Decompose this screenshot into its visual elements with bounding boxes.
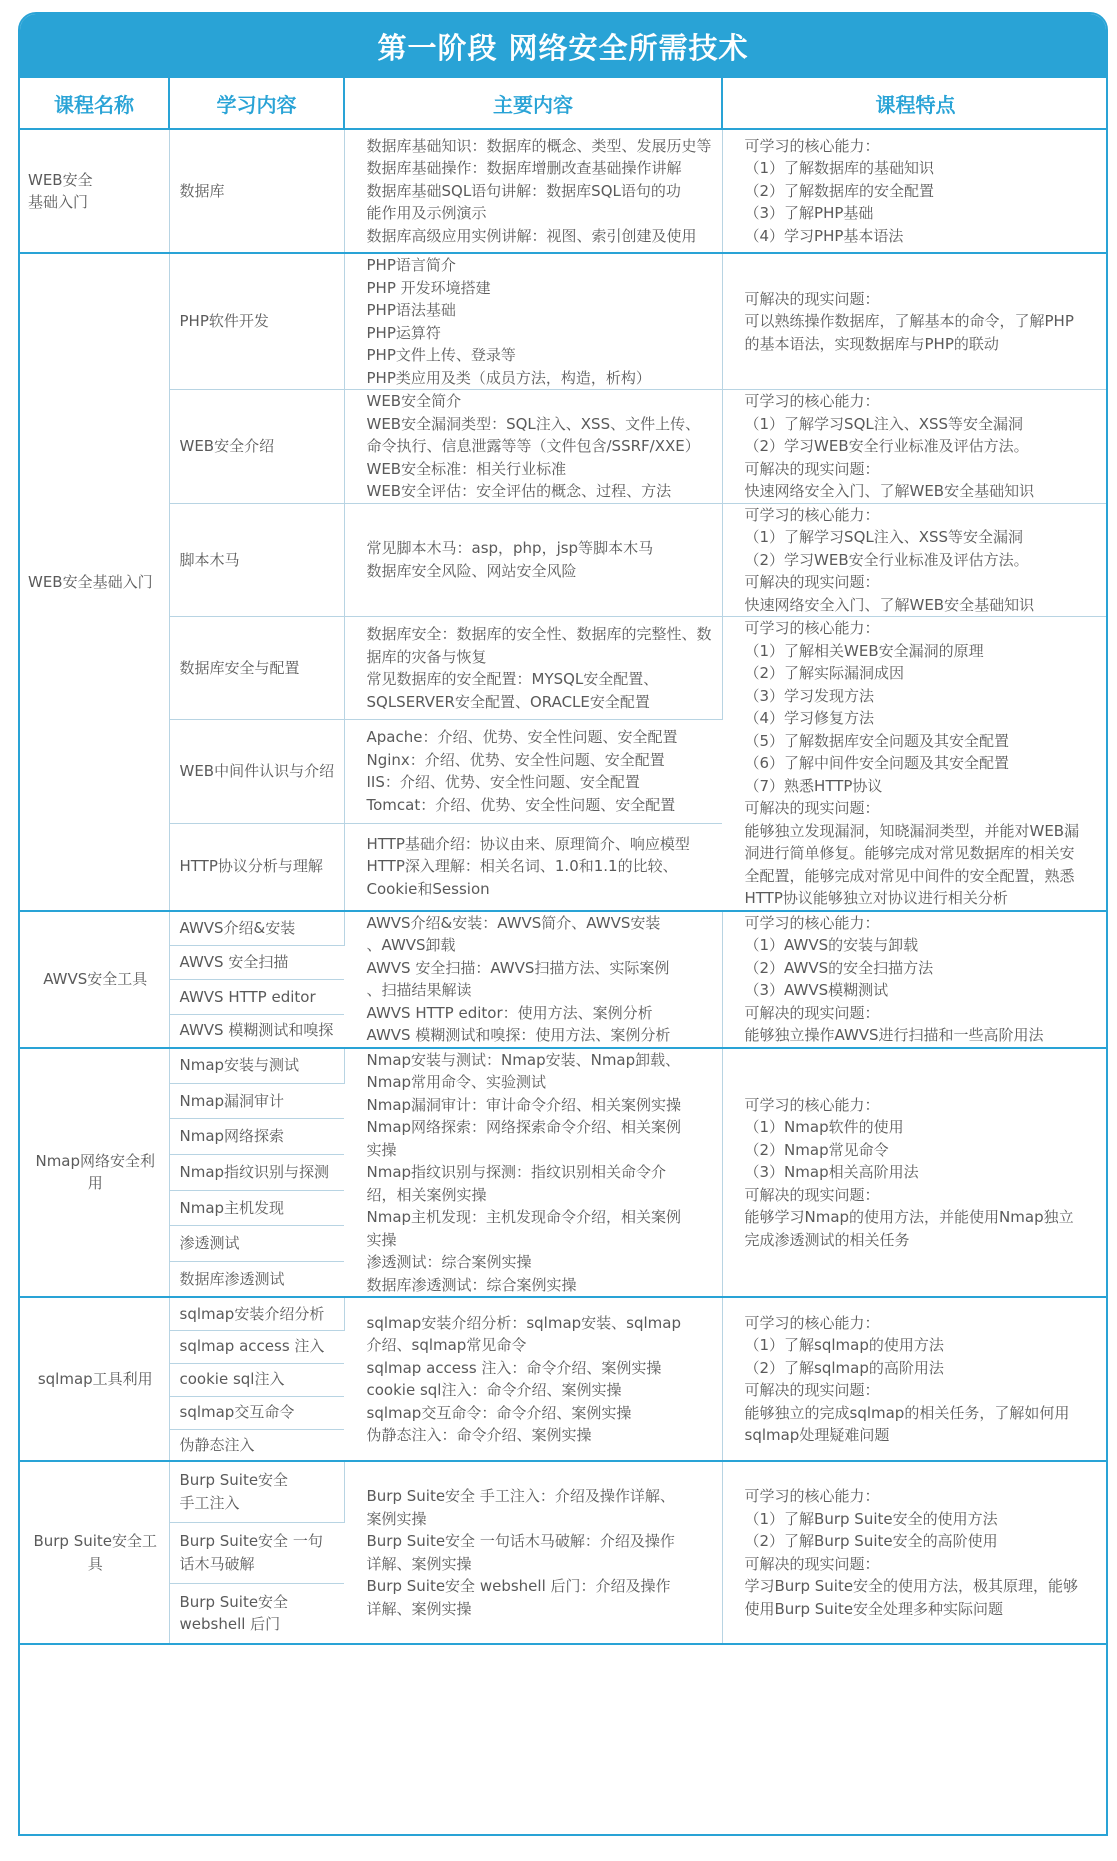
learning-content-cell: Nmap网络探索 <box>169 1119 344 1155</box>
main-content-line: WEB安全标准：相关行业标准 <box>366 459 567 478</box>
learning-content-cell: Nmap安装与测试 <box>169 1048 344 1084</box>
main-content-line: PHP语法基础 <box>366 301 456 319</box>
course-features-line: （1）了解学习SQL注入、XSS等安全漏洞 <box>744 414 1024 433</box>
main-content-line: Nmap指纹识别与探测：指纹识别相关命令介 <box>366 1163 667 1181</box>
table-row <box>20 390 1108 504</box>
course-features-line: sqlmap处理疑难问题 <box>744 1426 890 1444</box>
learning-content-cell: 数据库 <box>169 129 344 253</box>
course-features-line: 可学习的核心能力： <box>744 1095 880 1114</box>
main-content-line: 常见脚本木马：asp，php，jsp等脚本木马 <box>366 539 654 558</box>
learning-content-cell: WEB安全介绍 <box>169 390 344 504</box>
main-content-line: 常见数据库的安全配置：MYSQL安全配置、 <box>366 670 659 689</box>
main-content-line: 伪静态注入：命令介绍、案例实操 <box>366 1426 592 1444</box>
main-content-line: Burp Suite安全 webshell 后门：介绍及操作 <box>366 1577 671 1595</box>
learning-content-cell: AWVS HTTP editor <box>169 980 344 1015</box>
course-name-cell: Nmap网络安全利用 <box>20 1048 169 1298</box>
main-content-line: 详解、案例实操 <box>366 1599 472 1618</box>
course-name-cell: Burp Suite安全工具 <box>20 1461 169 1644</box>
learning-content-cell: Nmap主机发现 <box>169 1190 344 1226</box>
main-content-line: Burp Suite安全 一句话木马破解：介绍及操作 <box>366 1532 675 1550</box>
main-content-line: 数据库基础SQL语句讲解：数据库SQL语句的功 <box>366 181 681 200</box>
learning-content-cell: 渗透测试 <box>169 1226 344 1262</box>
learning-content-cell: sqlmap access 注入 <box>169 1330 344 1363</box>
main-content-cell <box>344 1461 722 1644</box>
course-features-cell <box>722 253 1108 390</box>
main-content-line: 数据库高级应用实例讲解：视图、索引创建及使用 <box>366 226 697 245</box>
curriculum-table <box>20 78 1108 1645</box>
main-content-line: 渗透测试：综合案例实操 <box>366 1253 532 1271</box>
course-features-cell <box>722 617 1108 911</box>
main-content-cell <box>344 1048 722 1298</box>
course-features-line: 可以熟练操作数据库，了解基本的命令，了解PHP <box>744 312 1074 331</box>
main-content-line: 数据库安全风险、网站安全风险 <box>366 561 577 580</box>
table-row <box>20 129 1108 253</box>
course-features-cell <box>722 390 1108 504</box>
course-features-line: （2）了解Burp Suite安全的高阶使用 <box>744 1532 998 1550</box>
course-features-line: 可解决的现实问题： <box>744 1381 880 1399</box>
course-features-line: 洞进行简单修复。能够完成对常见数据库的相关安 <box>744 844 1075 862</box>
course-features-line: 快速网络安全入门、了解WEB安全基础知识 <box>744 595 1035 614</box>
course-features-line: （6）了解中间件安全问题及其安全配置 <box>744 754 1010 772</box>
main-content-cell <box>344 1297 722 1461</box>
learning-content-cell: 数据库渗透测试 <box>169 1261 344 1297</box>
learning-content-cell: Burp Suite安全 webshell 后门 <box>169 1583 344 1644</box>
main-content-cell <box>344 253 722 390</box>
course-features-cell <box>722 1461 1108 1644</box>
main-content-line: 、扫描结果解读 <box>366 981 472 999</box>
course-features-line: （4）学习PHP基本语法 <box>744 226 904 245</box>
main-content-line: AWVS介绍&安装：AWVS简介、AWVS安装 <box>366 913 661 932</box>
course-features-line: 可解决的现实问题： <box>744 459 880 478</box>
learning-content-cell: 脚本木马 <box>169 503 344 617</box>
course-features-line: 使用Burp Suite安全处理多种实际问题 <box>744 1599 1004 1618</box>
main-content-line: Nmap网络探索：网络探索命令介绍、相关案例 <box>366 1118 682 1136</box>
table-row <box>20 1048 1108 1084</box>
learning-content-cell: sqlmap安装介绍分析 <box>169 1297 344 1330</box>
course-features-cell <box>722 1048 1108 1298</box>
main-content-line: 实操 <box>366 1230 397 1249</box>
main-content-line: 命令执行、信息泄露等等（文件包含/SSRF/XXE） <box>366 437 700 455</box>
main-content-cell <box>344 390 722 504</box>
course-features-line: 快速网络安全入门、了解WEB安全基础知识 <box>744 482 1035 500</box>
course-features-line: （5）了解数据库安全问题及其安全配置 <box>744 731 1010 750</box>
main-content-line: Nmap安装与测试：Nmap安装、Nmap卸载、 <box>366 1050 681 1069</box>
table-row <box>20 503 1108 617</box>
main-content-line: 案例实操 <box>366 1509 427 1528</box>
main-content-line: IIS：介绍、优势、安全性问题、安全配置 <box>366 773 640 792</box>
course-features-line: （2）了解实际漏洞成因 <box>744 664 905 682</box>
main-content-line: 实操 <box>366 1140 397 1159</box>
main-content-cell <box>344 129 722 253</box>
main-content-cell <box>344 503 722 617</box>
main-content-line: 绍，相关案例实操 <box>366 1185 487 1204</box>
main-content-line: 数据库基础知识：数据库的概念、类型、发展历史等 <box>366 136 712 155</box>
main-content-line: Apache：介绍、优势、安全性问题、安全配置 <box>366 728 678 747</box>
course-name-cell: WEB安全 基础入门 <box>20 129 169 253</box>
course-features-line: 能够学习Nmap的使用方法，并能使用Nmap独立 <box>744 1208 1074 1226</box>
learning-content-cell: AWVS 安全扫描 <box>169 945 344 980</box>
main-content-cell <box>344 823 722 910</box>
main-content-line: Burp Suite安全 手工注入：介绍及操作详解、 <box>366 1487 675 1505</box>
course-features-line: 可解决的现实问题： <box>744 573 880 591</box>
main-content-line: 数据库基础操作：数据库增删改查基础操作讲解 <box>366 159 682 178</box>
main-content-line: 据库的灾备与恢复 <box>366 647 487 666</box>
course-features-cell <box>722 1297 1108 1461</box>
course-features-line: （1）Nmap软件的使用 <box>744 1118 904 1136</box>
course-features-line: （2）学习WEB安全行业标准及评估方法。 <box>744 550 1029 569</box>
learning-content-cell: 数据库安全与配置 <box>169 617 344 720</box>
course-features-line: 可学习的核心能力： <box>744 913 880 932</box>
main-content-line: cookie sql注入：命令介绍、案例实操 <box>366 1381 622 1399</box>
course-features-cell <box>722 503 1108 617</box>
main-content-line: sqlmap交互命令：命令介绍、案例实操 <box>366 1403 632 1422</box>
main-content-line: AWVS HTTP editor：使用方法、案例分析 <box>366 1003 653 1022</box>
course-features-line: HTTP协议能够独立对协议进行相关分析 <box>744 889 1008 907</box>
main-content-line: AWVS 安全扫描：AWVS扫描方法、实际案例 <box>366 958 670 977</box>
learning-content-cell: Nmap漏洞审计 <box>169 1083 344 1119</box>
course-features-line: 学习Burp Suite安全的使用方法，极其原理，能够 <box>744 1577 1079 1595</box>
table-header-row <box>20 78 1108 129</box>
main-content-line: 、AWVS卸载 <box>366 936 456 954</box>
course-features-line: 可学习的核心能力： <box>744 1313 880 1332</box>
learning-content-cell: Burp Suite安全 一句 话木马破解 <box>169 1522 344 1583</box>
course-features-line: 可解决的现实问题： <box>744 1554 880 1573</box>
main-content-line: PHP 开发环境搭建 <box>366 278 491 297</box>
learning-content-cell: PHP软件开发 <box>169 253 344 390</box>
course-features-line: 全配置，能够完成对常见中间件的安全配置，熟悉 <box>744 866 1075 885</box>
header-learning-content: 学习内容 <box>169 78 344 129</box>
course-features-line: 的基本语法，实现数据库与PHP的联动 <box>744 334 999 353</box>
course-name-cell: sqlmap工具利用 <box>20 1297 169 1461</box>
course-features-line: 能够独立发现漏洞，知晓漏洞类型，并能对WEB漏 <box>744 821 1080 840</box>
header-course-name: 课程名称 <box>20 78 169 129</box>
learning-content-cell: HTTP协议分析与理解 <box>169 823 344 910</box>
course-features-line: （3）了解PHP基础 <box>744 204 874 223</box>
course-features-line: 完成渗透测试的相关任务 <box>744 1230 910 1249</box>
learning-content-cell: sqlmap交互命令 <box>169 1396 344 1429</box>
main-content-line: PHP运算符 <box>366 323 441 342</box>
table-row <box>20 253 1108 390</box>
course-features-line: （1）了解相关WEB安全漏洞的原理 <box>744 641 984 660</box>
main-content-cell <box>344 911 722 1048</box>
main-content-line: WEB安全简介 <box>366 392 462 410</box>
main-content-line: 详解、案例实操 <box>366 1554 472 1573</box>
course-features-line: 可解决的现实问题： <box>744 1185 880 1204</box>
main-content-line: PHP文件上传、登录等 <box>366 346 516 364</box>
table-row <box>20 1297 1108 1330</box>
main-content-line: PHP类应用及类（成员方法，构造，析构） <box>366 368 651 387</box>
main-content-line: HTTP深入理解：相关名词、1.0和1.1的比较、 <box>366 857 678 876</box>
main-content-line: Nmap主机发现：主机发现命令介绍，相关案例 <box>366 1208 682 1226</box>
course-features-line: （2）了解数据库的安全配置 <box>744 181 935 200</box>
course-name-cell: AWVS安全工具 <box>20 911 169 1048</box>
course-name-cell: WEB安全基础入门 <box>20 253 169 911</box>
course-table-panel <box>18 12 1108 1836</box>
main-content-line: Nginx：介绍、优势、安全性问题、安全配置 <box>366 750 665 769</box>
main-content-line: SQLSERVER安全配置、ORACLE安全配置 <box>366 692 650 711</box>
course-features-line: 可解决的现实问题： <box>744 1003 880 1022</box>
main-content-line: 数据库安全：数据库的安全性、数据库的完整性、数 <box>366 625 712 644</box>
header-course-features: 课程特点 <box>722 78 1108 129</box>
header-main-content: 主要内容 <box>344 78 722 129</box>
course-features-line: （1）了解sqlmap的使用方法 <box>744 1336 944 1354</box>
course-features-line: （2）了解sqlmap的高阶用法 <box>744 1358 944 1377</box>
course-features-line: 可学习的核心能力： <box>744 619 880 637</box>
page-title: 第一阶段 网络安全所需技术 <box>20 14 1106 78</box>
main-content-line: WEB安全评估：安全评估的概念、过程、方法 <box>366 482 672 500</box>
main-content-line: Nmap漏洞审计：审计命令介绍、相关案例实操 <box>366 1095 682 1114</box>
main-content-line: 介绍、sqlmap常见命令 <box>366 1336 527 1354</box>
learning-content-cell: Burp Suite安全 手工注入 <box>169 1461 344 1522</box>
table-body <box>20 129 1108 1644</box>
main-content-line: HTTP基础介绍：协议由来、原理简介、响应模型 <box>366 834 690 853</box>
course-features-cell <box>722 911 1108 1048</box>
course-features-line: 能够独立操作AWVS进行扫描和一些高阶用法 <box>744 1026 1044 1044</box>
course-features-line: （1）了解学习SQL注入、XSS等安全漏洞 <box>744 528 1024 546</box>
course-features-line: 可学习的核心能力： <box>744 1487 880 1505</box>
main-content-line: sqlmap安装介绍分析：sqlmap安装、sqlmap <box>366 1313 681 1332</box>
course-features-line: 可解决的现实问题： <box>744 289 880 308</box>
course-features-cell <box>722 129 1108 253</box>
main-content-line: sqlmap access 注入：命令介绍、案例实操 <box>366 1358 662 1377</box>
learning-content-cell: AWVS 模糊测试和嗅探 <box>169 1014 344 1048</box>
main-content-line: WEB安全漏洞类型：SQL注入、XSS、文件上传、 <box>366 414 701 433</box>
course-features-line: （2）学习WEB安全行业标准及评估方法。 <box>744 437 1029 455</box>
learning-content-cell: AWVS介绍&安装 <box>169 911 344 946</box>
main-content-line: Nmap常用命令、实验测试 <box>366 1073 547 1091</box>
main-content-line: PHP语言简介 <box>366 256 456 274</box>
course-features-line: （1）AWVS的安装与卸载 <box>744 936 919 954</box>
table-row <box>20 617 1108 720</box>
course-features-line: （2）Nmap常见命令 <box>744 1140 889 1159</box>
learning-content-cell: 伪静态注入 <box>169 1429 344 1461</box>
main-content-cell <box>344 720 722 823</box>
table-row <box>20 1461 1108 1522</box>
course-features-line: 可学习的核心能力： <box>744 505 880 524</box>
main-content-line: Tomcat：介绍、优势、安全性问题、安全配置 <box>366 795 676 814</box>
learning-content-cell: Nmap指纹识别与探测 <box>169 1154 344 1190</box>
main-content-line: Cookie和Session <box>366 879 490 898</box>
course-features-line: （2）AWVS的安全扫描方法 <box>744 958 934 977</box>
course-features-line: （1）了解数据库的基础知识 <box>744 159 935 178</box>
learning-content-cell: WEB中间件认识与介绍 <box>169 720 344 823</box>
course-features-line: （3）Nmap相关高阶用法 <box>744 1163 919 1181</box>
course-features-line: （3）学习发现方法 <box>744 686 875 705</box>
main-content-line: AWVS 模糊测试和嗅探：使用方法、案例分析 <box>366 1026 671 1044</box>
course-features-line: 可解决的现实问题： <box>744 799 880 817</box>
course-features-line: 可学习的核心能力： <box>744 136 880 155</box>
table-row <box>20 911 1108 946</box>
course-features-line: 能够独立的完成sqlmap的相关任务，了解如何用 <box>744 1403 1070 1422</box>
main-content-line: 数据库渗透测试：综合案例实操 <box>366 1275 577 1294</box>
course-features-line: （3）AWVS模糊测试 <box>744 981 889 999</box>
course-features-line: （1）了解Burp Suite安全的使用方法 <box>744 1509 998 1528</box>
course-features-line: （7）熟悉HTTP协议 <box>744 776 883 795</box>
main-content-line: 能作用及示例演示 <box>366 204 487 223</box>
course-features-line: （4）学习修复方法 <box>744 709 875 727</box>
course-features-line: 可学习的核心能力： <box>744 392 880 410</box>
learning-content-cell: cookie sql注入 <box>169 1363 344 1396</box>
main-content-cell <box>344 617 722 720</box>
